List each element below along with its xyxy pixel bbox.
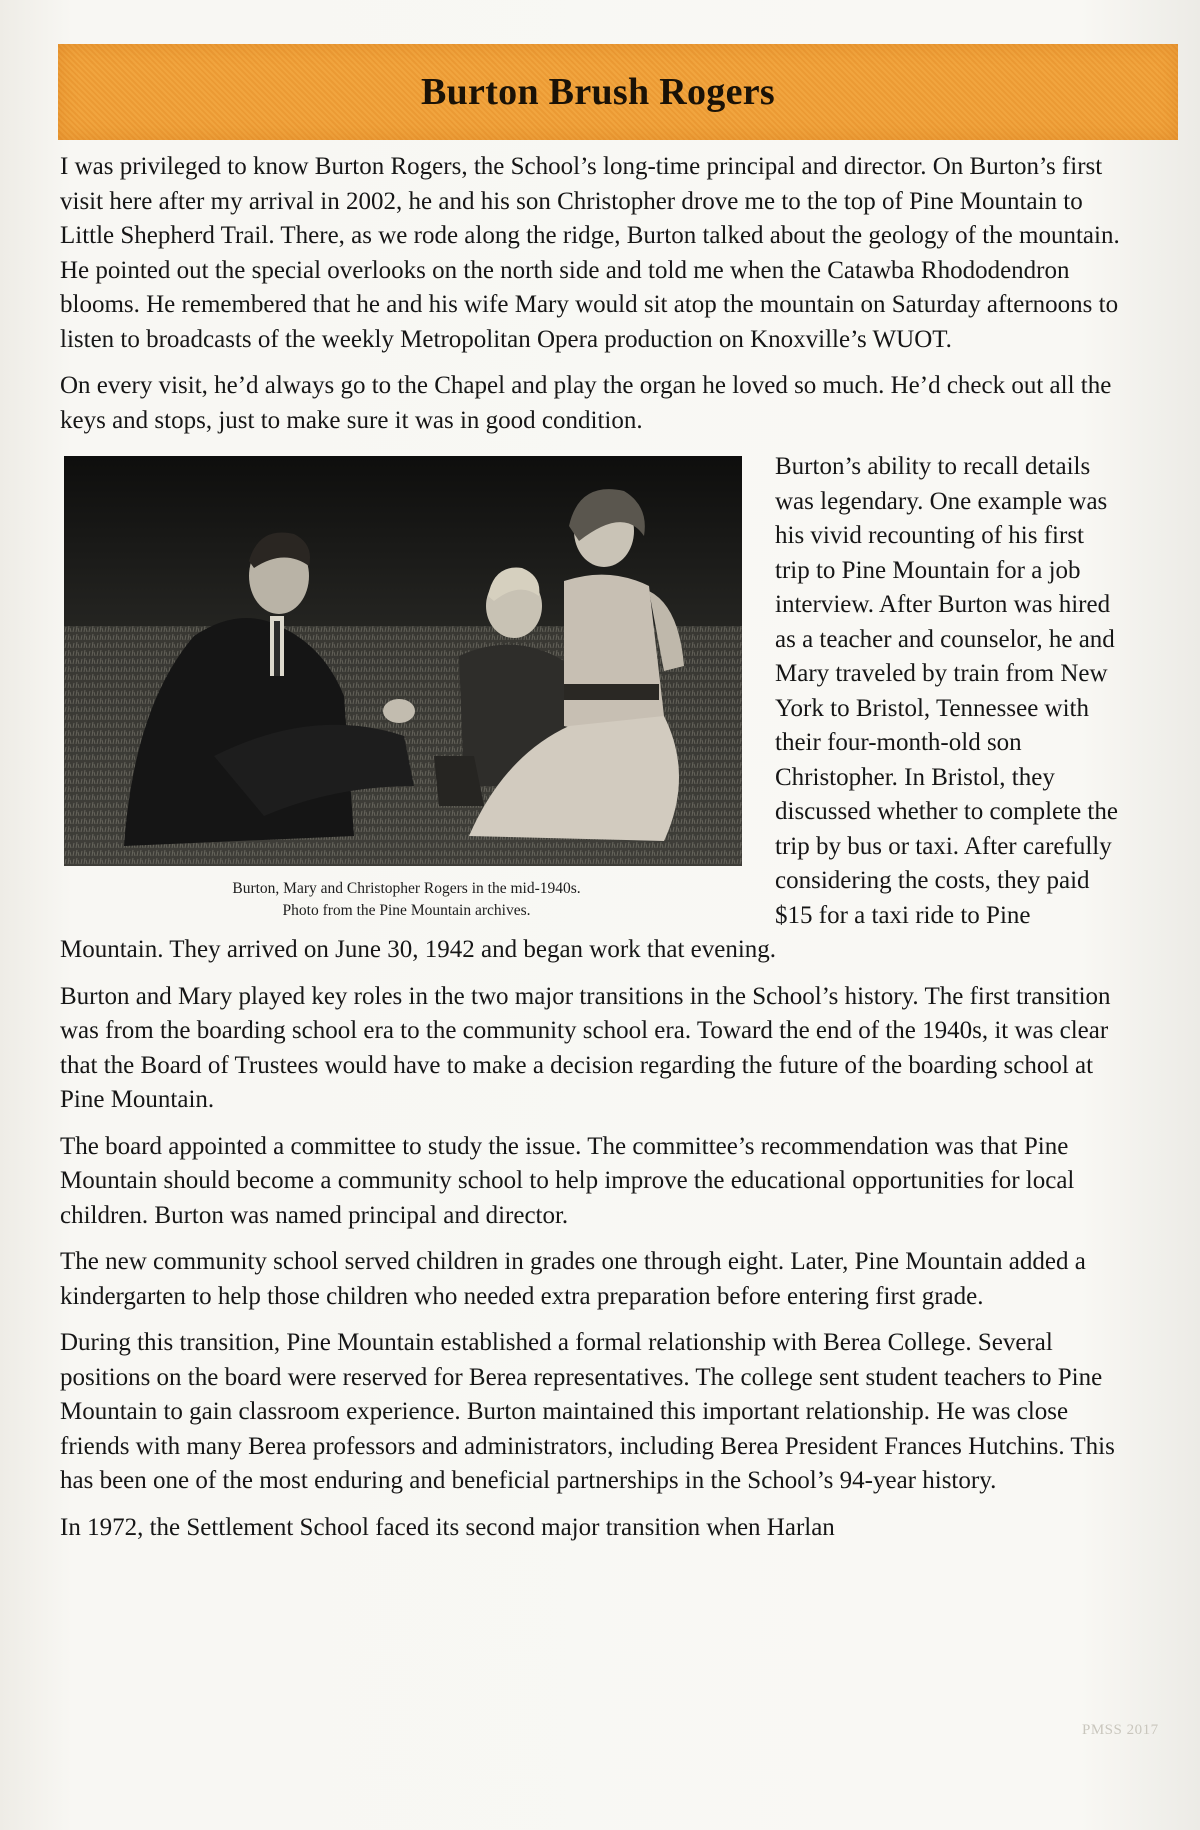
family-photo bbox=[64, 456, 742, 866]
paragraph-1: I was privileged to know Burton Rogers, the School’s long-time principal and director. On Burton’s first visit here after my arrival in 2002, he and his son Christopher drove me to the top of Pine Mountain to Little Shepherd Trail. There, as we rode along the ridge, Burton talked about the geology of the mountain. He pointed out the special overlooks on the north side and told me when the Catawba Rhododendron blooms. He remembered that he and his wife Mary would sit atop the mountain on Saturday afternoons to listen to broadcasts of the weekly Metropolitan Opera production on Knoxville’s WUOT. bbox=[60, 153, 1120, 353]
figure bbox=[64, 456, 749, 922]
page-title: Burton Brush Rogers bbox=[420, 71, 776, 113]
caption-line-2: Photo from the Pine Mountain archives. bbox=[282, 902, 531, 919]
paragraph-3: Burton’s ability to recall details was legendary. One example was his vivid recounting of his first trip to Pine Mountain for a job interview. After Burton was hired as a teacher and counselor, he and Mary traveled by train from New York to Bristol, Tennessee with their four-month-old son Christopher. In Bristol, they discussed whether to complete the trip by bus or taxi. After carefully considering the costs, they paid $15 for a taxi ride to Pine Mountain. They arrived on June 30, 1942 and began work that evening. bbox=[60, 453, 1118, 963]
paragraph-7: During this transition, Pine Mountain established a formal relationship with Berea College. Several positions on the board were reserved for Berea representatives. The college sent student teachers to Pine Mountain to gain classroom experience. Burton maintained this important relationship. He was close friends with many Berea professors and administrators, including Berea President Frances Hutchins. This has been one of the most enduring and beneficial partnerships in the School’s 94-year history. bbox=[60, 1329, 1115, 1494]
photo-caption bbox=[64, 878, 749, 922]
paragraph-2: On every visit, he’d always go to the Chapel and play the organ he loved so much. He’d check out all the keys and stops, just to make sure it was in good condition. bbox=[60, 372, 1112, 434]
paragraph-8: In 1972, the Settlement School faced its second major transition when Harlan bbox=[60, 1513, 835, 1541]
article-body bbox=[60, 150, 1120, 1557]
paragraph-4: Burton and Mary played key roles in the two major transitions in the School’s history. The first transition was from the boarding school era to the community school era. Toward the end of the 1940s, it was clear that the Board of Trustees would have to make a decision regarding the future of the boarding school at Pine Mountain. bbox=[60, 982, 1111, 1113]
title-band bbox=[58, 44, 1178, 140]
caption-line-1: Burton, Mary and Christopher Rogers in the mid-1940s. bbox=[232, 880, 581, 897]
paragraph-6: The new community school served children in grades one through eight. Later, Pine Mountain added a kindergarten to help those children who needed extra preparation before entering first grade. bbox=[60, 1248, 1086, 1310]
footer-watermark: PMSS 2017 bbox=[1082, 1722, 1159, 1738]
paragraph-5: The board appointed a committee to study the issue. The committee’s recommendation was that Pine Mountain should become a community school to help improve the educational opportunities for local children. Burton was named principal and director. bbox=[60, 1132, 1075, 1229]
family-photo-illustration bbox=[64, 456, 742, 866]
